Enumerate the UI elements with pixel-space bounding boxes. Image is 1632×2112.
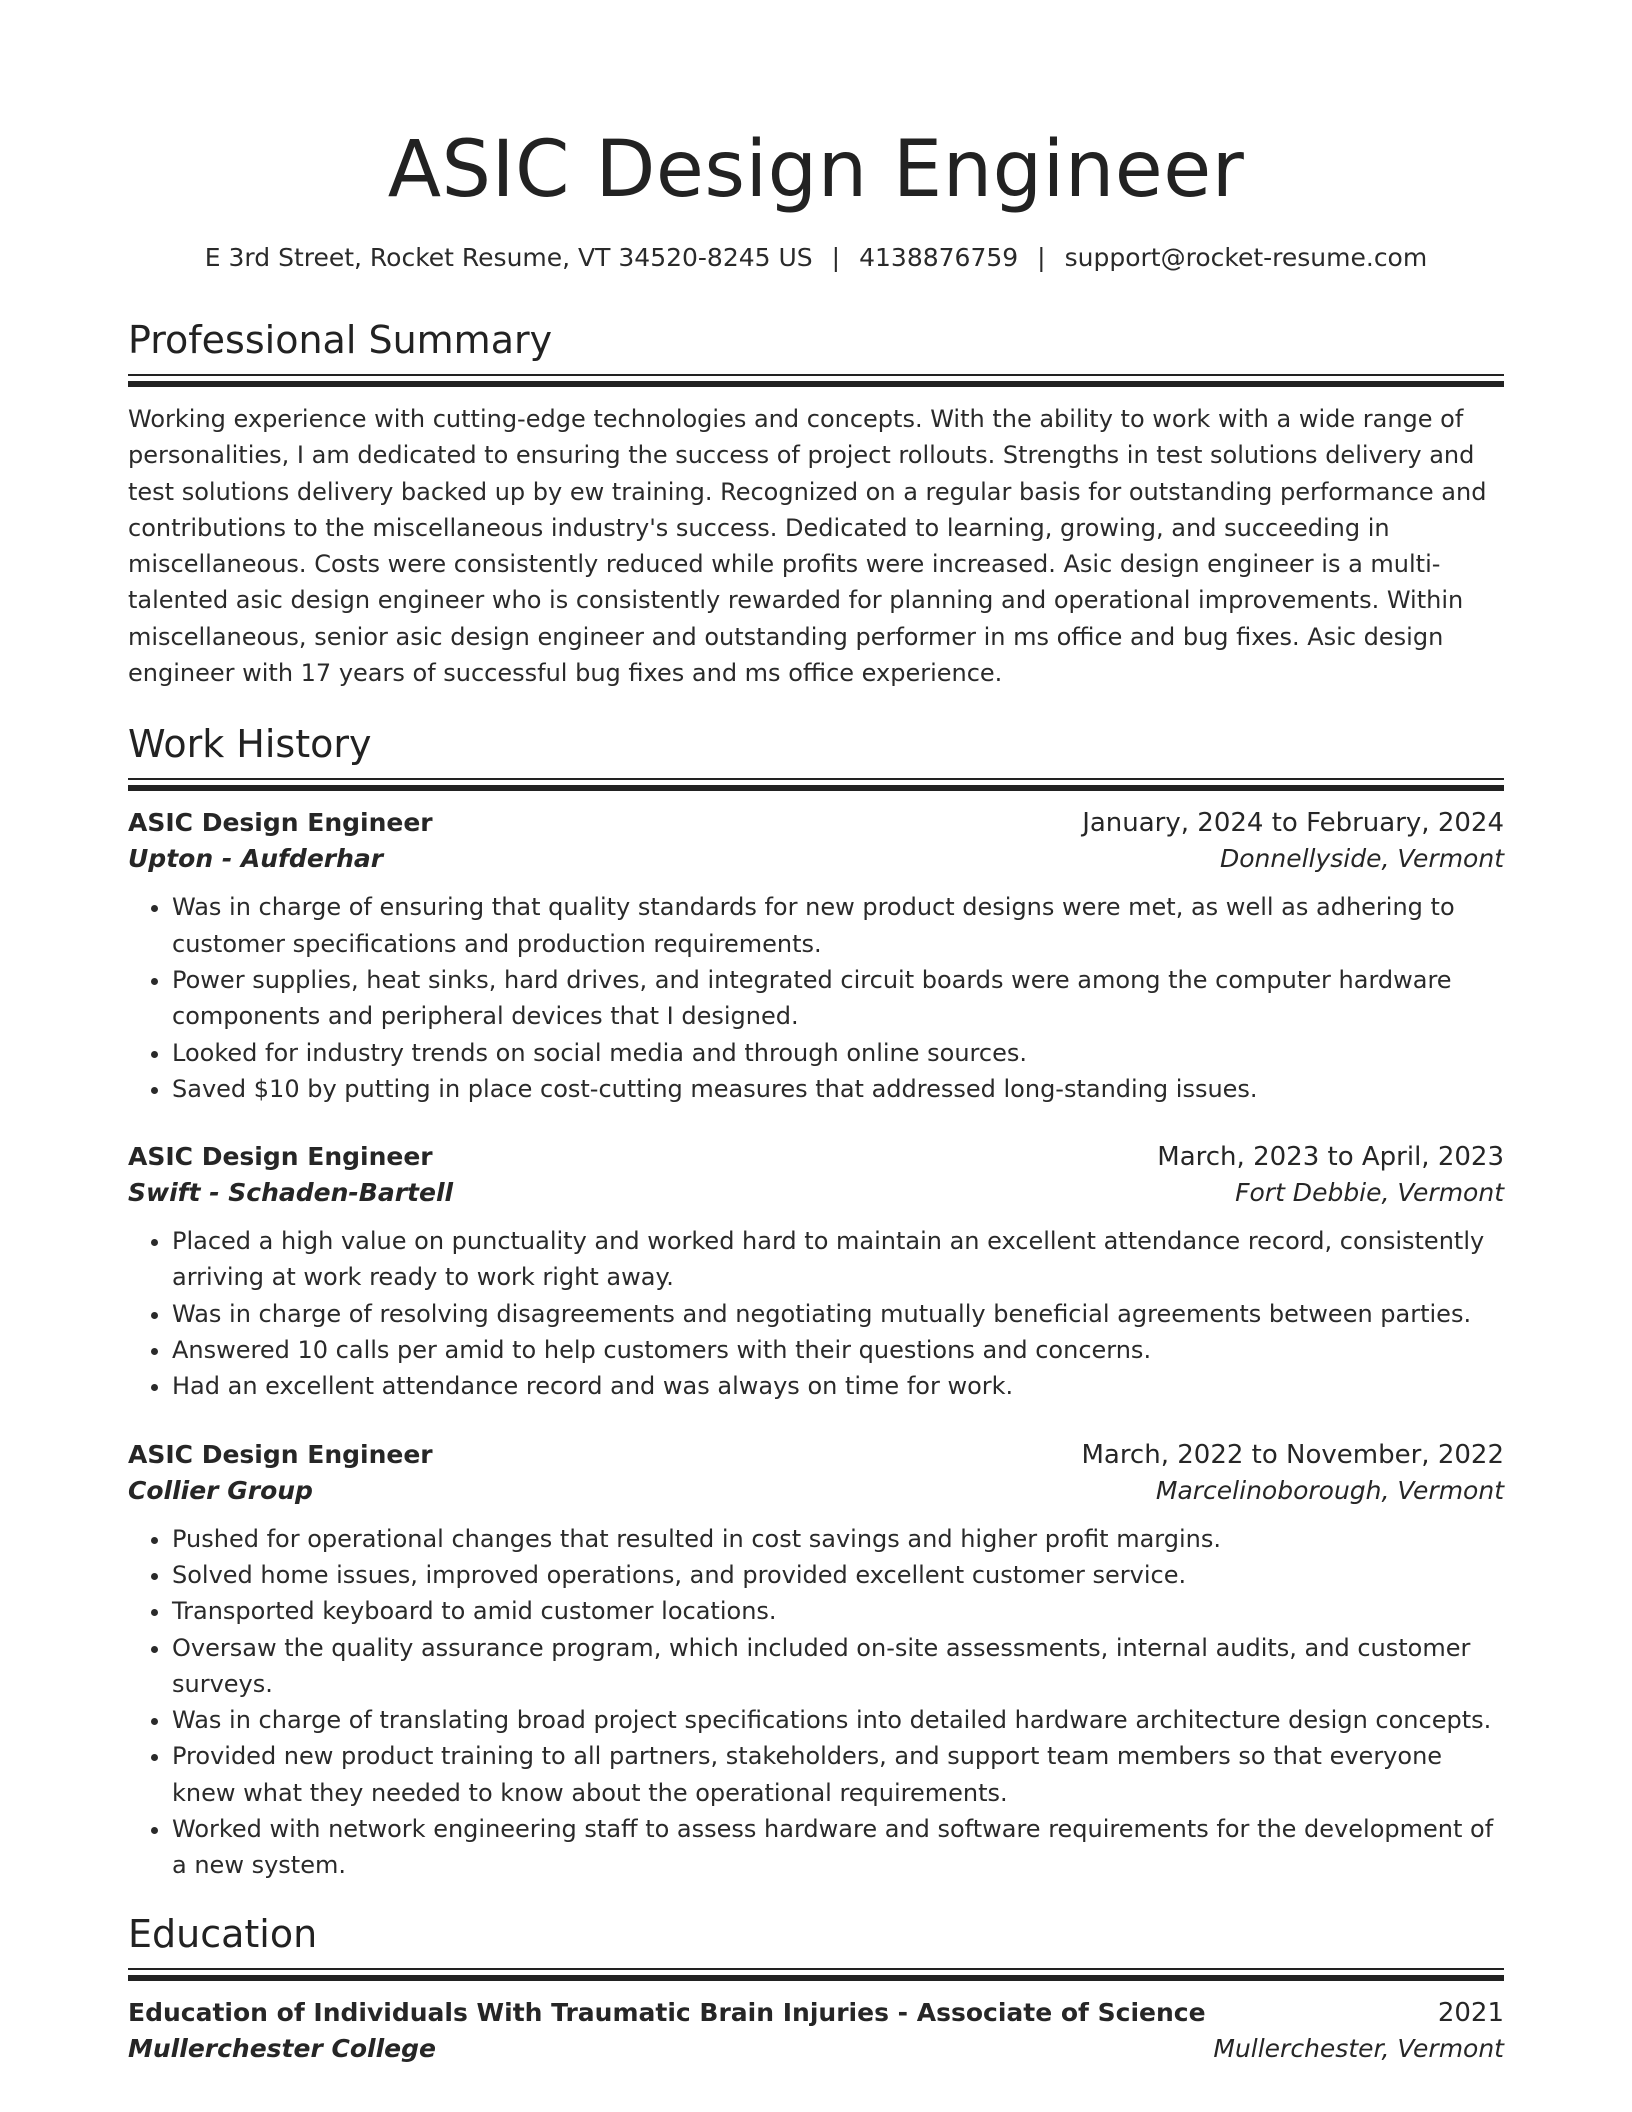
job-dates: January, 2024 to February, 2024 [1082, 808, 1504, 839]
job-bullets [128, 1521, 1504, 1884]
section-title-work: Work History [128, 722, 372, 767]
list-item: • Had an excellent attendance record and was always on time for work. [172, 1368, 1504, 1404]
section-title-summary: Professional Summary [128, 318, 553, 362]
school-location: Mullerchester, Vermont [1213, 2033, 1504, 2063]
list-item: • Answered 10 calls per amid to help customers with their questions and concerns. [172, 1332, 1504, 1368]
list-item: • Looked for industry trends on social media and through online sources. [172, 1035, 1504, 1071]
section-title-education: Education [128, 1911, 318, 1956]
job-title: ASIC Design Engineer [128, 808, 433, 838]
job-entry [128, 1437, 1504, 1884]
list-item: • Worked with network engineering staff to assess hardware and software requirements for the development of a new system. [172, 1811, 1504, 1884]
list-item: • Power supplies, heat sinks, hard drives, and integrated circuit boards were among the computer hardware components and peripheral devices that I designed. [172, 962, 1504, 1035]
list-item: • Was in charge of resolving disagreements and negotiating mutually beneficial agreements between parties. [172, 1296, 1504, 1332]
job-entry [128, 1139, 1504, 1404]
list-item: • Was in charge of translating broad project specifications into detailed hardware architecture design concepts. [172, 1702, 1504, 1738]
list-item: • Oversaw the quality assurance program, which included on-site assessments, internal audits, and customer surveys. [172, 1630, 1504, 1703]
list-item: • Transported keyboard to amid customer locations. [172, 1593, 1504, 1629]
graduation-year: 2021 [1437, 1997, 1504, 2028]
job-bullets [128, 1223, 1504, 1404]
list-item: • Provided new product training to all partners, stakeholders, and support team members so that everyone knew what they needed to know about the operational requirements. [172, 1738, 1504, 1811]
list-item: • Pushed for operational changes that resulted in cost savings and higher profit margins. [172, 1521, 1504, 1557]
job-dates: March, 2022 to November, 2022 [1081, 1439, 1504, 1470]
company-name: Collier Group [128, 1475, 313, 1505]
job-location: Fort Debbie, Vermont [1235, 1178, 1504, 1208]
education-section [128, 1910, 1504, 2067]
section-divider [128, 1968, 1504, 1981]
resume-name: ASIC Design Engineer [387, 125, 1245, 215]
list-item: • Saved $10 by putting in place cost-cutting measures that addressed long-standing issues. [172, 1071, 1504, 1107]
contact-separator: | [831, 243, 841, 272]
section-divider [128, 374, 1504, 387]
job-location: Marcelinoborough, Vermont [1155, 1475, 1504, 1505]
job-bullets [128, 889, 1504, 1107]
phone: 4138876759 [859, 243, 1019, 272]
degree: Education of Individuals With Traumatic Brain Injuries - Associate of Science [128, 1997, 1206, 2027]
summary-text: Working experience with cutting-edge technologies and concepts. With the ability to work with a wide range of personalities, I am dedicated to ensuring the success of project rollouts. Strengths in test solutions delivery and test solutions delivery backed up by ew training. Recognized on a regular basis for outstanding performance and contributions to the miscellaneous industry's success. Dedicated to learning, growing, and succeeding in miscellaneous. Costs were consistently reduced while profits were increased. Asic design engineer is a multi-talented asic design engineer who is consistently rewarded for planning and operational improvements. Within miscellaneous, senior asic design engineer and outstanding performer in ms office and bug fixes. Asic design engineer with 17 years of successful bug fixes and ms office experience. [128, 405, 1487, 688]
education-entry [128, 1995, 1504, 2067]
work-history-section [128, 720, 1504, 1883]
job-title: ASIC Design Engineer [128, 1439, 433, 1469]
list-item: • Solved home issues, improved operations, and provided excellent customer service. [172, 1557, 1504, 1593]
job-dates: March, 2023 to April, 2023 [1157, 1142, 1504, 1173]
company-name: Swift - Schaden-Bartell [128, 1178, 454, 1208]
email: support@rocket-resume.com [1064, 243, 1428, 272]
address: E 3rd Street, Rocket Resume, VT 34520-8245 US [204, 243, 813, 272]
job-entry [128, 805, 1504, 1107]
professional-summary-section [128, 316, 1504, 691]
job-location: Donnellyside, Vermont [1219, 844, 1504, 874]
job-title: ASIC Design Engineer [128, 1142, 433, 1172]
school-name: Mullerchester College [128, 2033, 436, 2063]
section-divider [128, 778, 1504, 791]
contact-separator: | [1037, 243, 1046, 272]
company-name: Upton - Aufderhar [128, 844, 384, 874]
contact-line [128, 242, 1504, 274]
list-item: • Was in charge of ensuring that quality standards for new product designs were met, as well as adhering to customer specifications and production requirements. [172, 889, 1504, 962]
list-item: • Placed a high value on punctuality and worked hard to maintain an excellent attendance record, consistently arriving at work ready to work right away. [172, 1223, 1504, 1296]
